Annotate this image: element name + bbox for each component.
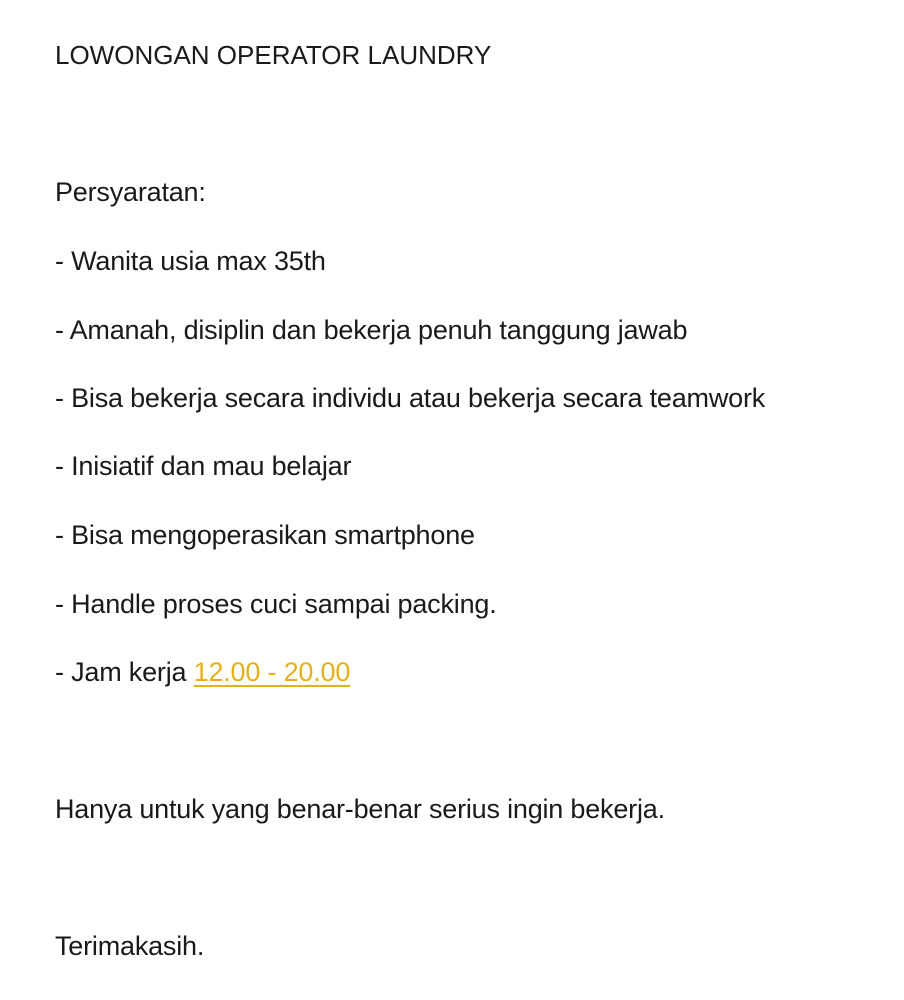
note-text: Hanya untuk yang benar-benar serius ingin bekerja. xyxy=(55,794,665,824)
requirement-item: - Amanah, disiplin dan bekerja penuh tanggung jawab xyxy=(55,315,688,345)
working-hours-time-link[interactable]: 12.00 - 20.00 xyxy=(193,657,351,687)
requirement-item: - Inisiatif dan mau belajar xyxy=(55,451,352,481)
requirement-item: - Wanita usia max 35th xyxy=(55,246,326,276)
requirement-item: - Handle proses cuci sampai packing. xyxy=(55,589,497,619)
requirement-item: - Bisa mengoperasikan smartphone xyxy=(55,520,475,550)
requirement-item: - Bisa bekerja secara individu atau bekerja secara teamwork xyxy=(55,383,766,413)
requirements-heading: Persyaratan: xyxy=(55,177,206,207)
closing-text: Terimakasih. xyxy=(55,931,205,961)
working-hours-line xyxy=(55,655,350,689)
job-title: LOWONGAN OPERATOR LAUNDRY xyxy=(55,40,492,70)
working-hours-prefix: - Jam kerja xyxy=(55,657,194,687)
